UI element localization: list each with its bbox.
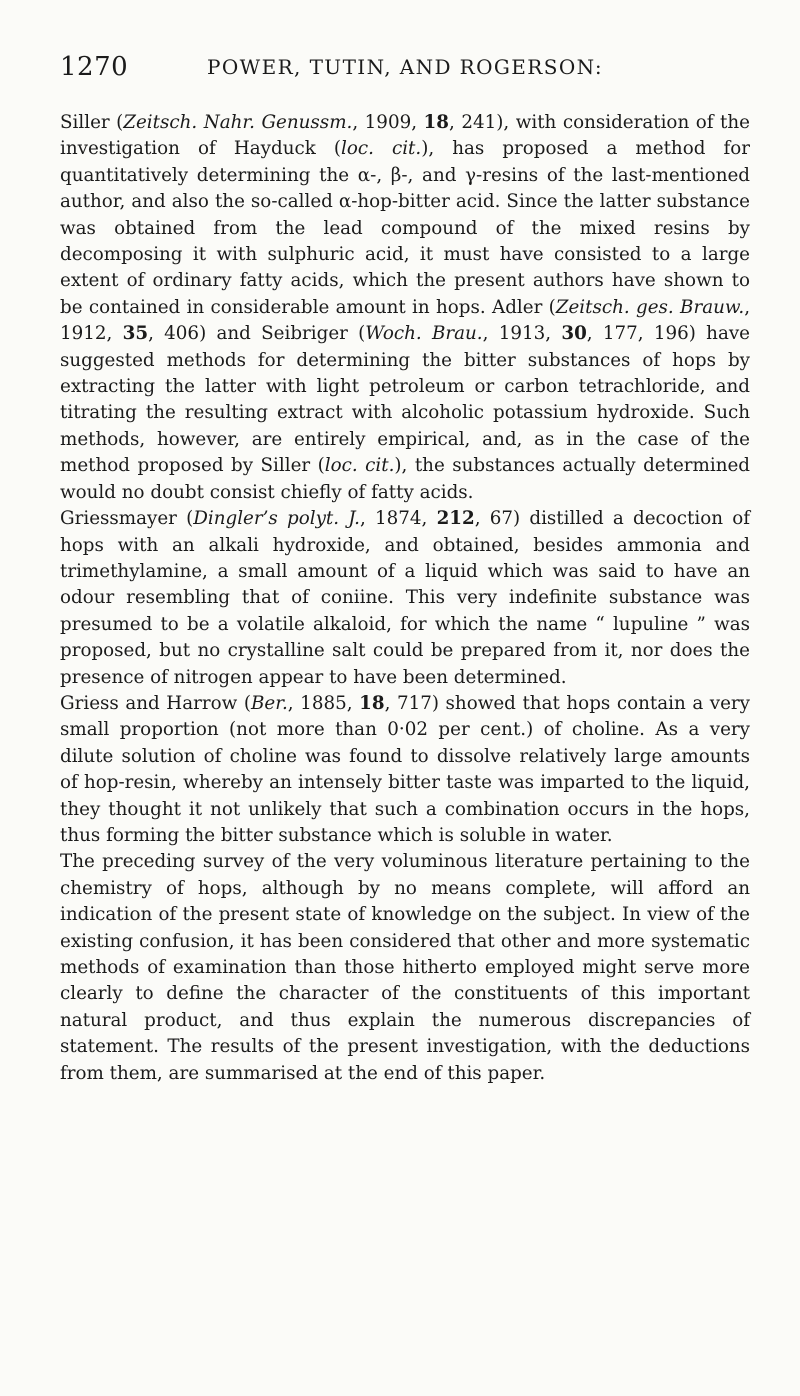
text-run: , 1909, [352,112,424,133]
page-number: 1270 [60,52,129,82]
text-run: ), the substances actually determined would no doubt consist chiefly of fatty acids. [60,455,750,503]
paragraph [60,110,750,506]
text-run: , 67) distilled a decoction of hops with an alkali hydroxide, and obtained, besides ammonia and trimethylamine, a small amount of a liquid which was said to have an odour resembling that of coniine. This very indefinite substance was presumed to be a volatile alkaloid, for which the name “ lupuline ” was proposed, but no crystalline salt could be prepared from it, nor does the presence of nitrogen appear to have been determined. [60,508,750,688]
text-run: ), has proposed a method for quantitatively determining the α-, β-, and γ-resins of the last-mentioned author, and also the so-called α-hop-bitter acid. Since the latter substance was obtained from the lead compound of the mixed resins by decomposing it with sulphuric acid, it must have consisted to a large extent of ordinary fatty acids, which the present authors have shown to be contained in considerable amount in hops. Adler ( [60,138,750,318]
text-run: , 1913, [482,323,562,345]
text-run: , 1912, [60,296,750,345]
bold-volume: 18 [423,112,449,133]
bold-volume: 18 [359,692,385,714]
running-title: POWER, TUTIN, AND ROGERSON: [206,55,603,79]
bold-volume: 35 [122,323,149,345]
text-run: , 717) showed that hops contain a very small proportion (not more than 0·02 per cent.) of choline. As a very dilute solution of choline was found to dissolve relatively large amounts of hop-resin, whereby an intensely bitter taste was imparted to the liquid, they thought it not unlikely that such a combination occurs in the hops, thus forming the bitter substance which is soluble in water. [60,692,751,846]
bold-volume: 30 [561,323,587,345]
italic-citation: Zeitsch. Nahr. Genussm. [123,112,353,133]
body-text [60,110,750,1087]
text-run: Griess and Harrow ( [60,692,251,714]
text-run: , 1885, [287,692,360,714]
text-run: , 1874, [360,508,437,530]
italic-citation: Woch. Brau. [365,323,483,345]
paragraph [60,691,750,849]
italic-citation: loc. cit. [340,138,422,160]
italic-citation: loc. cit. [324,455,395,477]
text-run: , 406) and Seibriger ( [148,323,366,345]
italic-citation: Dingler’s polyt. J. [193,508,360,530]
text-run: The preceding survey of the very voluminous literature pertaining to the chemistry of hops, although by no means complete, will afford an indication of the present state of knowledge on the subject. In view of the existing confusion, it has been considered that other and more systematic methods of examination than those hitherto employed might serve more clearly to define the character of the constituents of this important natural product, and thus explain the numerous discrepancies of statement. The results of the present investigation, with the deductions from them, are summarised at the end of this paper. [60,851,750,1084]
italic-citation: Ber. [251,692,288,714]
text-run: , 177, 196) have suggested methods for determining the bitter substances of hops by extracting the latter with light petroleum or carbon tetrachloride, and titrating the resulting extract with alcoholic potassium hydroxide. Such methods, however, are entirely empirical, and, as in the case of the method proposed by Siller ( [60,323,751,477]
paragraph [60,849,750,1087]
text-run: Siller ( [60,112,124,133]
paragraph [60,506,750,691]
text-run: , 241), with consideration of the investigation of Hayduck ( [60,112,750,160]
bold-volume: 212 [436,508,475,530]
italic-citation: Zeitsch. ges. Brauw. [555,296,745,318]
text-run: Griessmayer ( [60,508,194,530]
page-header [60,52,750,84]
